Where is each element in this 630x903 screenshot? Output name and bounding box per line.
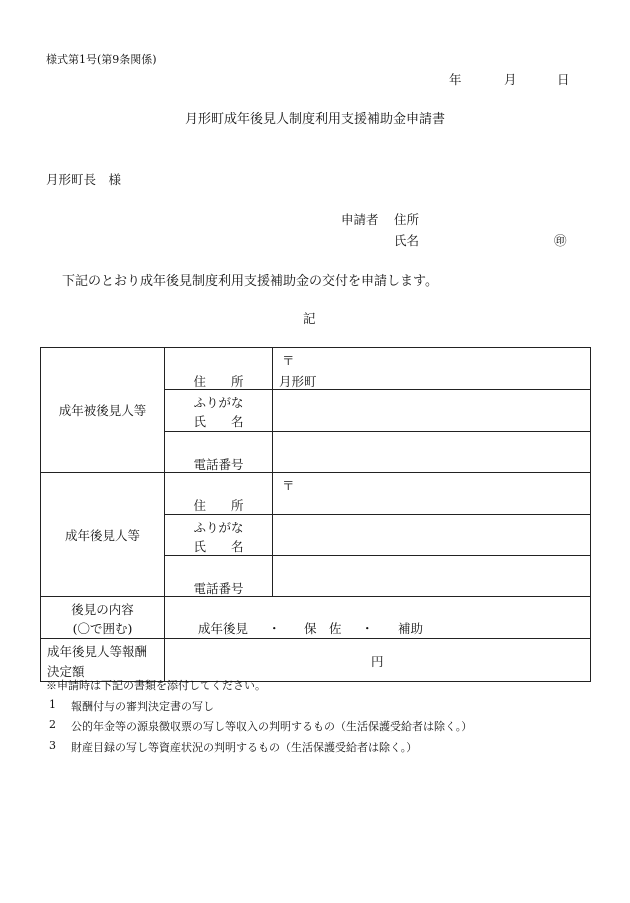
option-separator: ・ [268, 621, 281, 636]
ward-address-field[interactable] [273, 348, 591, 390]
ward-address-value: 月形町 [279, 374, 317, 389]
ward-address-label: 住 所 [193, 374, 244, 389]
option-hosa[interactable]: 保 佐 [304, 621, 342, 636]
ward-phone-label-cell [165, 432, 273, 473]
guardian-furigana-label: ふりがな [193, 520, 244, 535]
note-number: 2 [49, 718, 56, 731]
intro-text: 下記のとおり成年後見制度利用支援補助金の交付を申請します。 [62, 274, 438, 289]
note-text: 公的年金等の源泉徴収票の写し等収入の判明するもの（生活保護受給者は除く。） [71, 720, 473, 733]
seal-mark: ㊞ [554, 233, 567, 248]
guardian-name-label-cell [165, 515, 273, 556]
guardian-name-label: 氏 名 [193, 539, 244, 554]
ward-phone-field[interactable] [273, 432, 591, 473]
content-label-line2: (〇で囲む) [72, 621, 133, 636]
addressee: 月形町長 様 [46, 172, 122, 187]
fee-label-line2: 決定額 [47, 664, 85, 679]
date-year-label: 年 [449, 72, 462, 87]
note-text: 財産目録の写し等資産状況の判明するもの（生活保護受給者は除く。） [71, 741, 418, 754]
guardian-postal-mark: 〒 [282, 478, 295, 493]
fee-label-line1: 成年後見人等報酬 [47, 644, 148, 659]
ward-phone-label: 電話番号 [193, 457, 244, 472]
guardian-address-label: 住 所 [193, 498, 244, 513]
form-number: 様式第1号(第9条関係) [46, 53, 157, 66]
guardian-phone-label-cell [165, 556, 273, 597]
applicant-label: 申請者 [341, 212, 379, 227]
document-title: 月形町成年後見人制度利用支援補助金申請書 [184, 112, 445, 127]
ward-group-label: 成年被後見人等 [58, 403, 147, 418]
note-text: 報酬付与の審判決定書の写し [71, 700, 214, 713]
option-hojo[interactable]: 補助 [398, 621, 424, 636]
option-seinen-kouken[interactable]: 成年後見 [198, 621, 249, 636]
ward-name-field[interactable] [273, 390, 591, 432]
application-table [40, 347, 591, 682]
guardian-address-label-cell [165, 473, 273, 515]
applicant-address-label: 住所 [394, 212, 420, 227]
guardian-address-field[interactable] [273, 473, 591, 515]
date-month-label: 月 [504, 72, 517, 87]
notes-header: ※申請時は下記の書類を添付してください。 [46, 679, 266, 692]
guardian-phone-label: 電話番号 [193, 581, 244, 596]
guardian-group-cell [41, 473, 165, 597]
applicant-name-label: 氏名 [394, 233, 420, 248]
guardian-group-label: 成年後見人等 [64, 527, 140, 543]
guardian-phone-field[interactable] [273, 556, 591, 597]
ward-address-label-cell [165, 348, 273, 390]
fee-unit-label: 円 [371, 654, 384, 669]
date-day-label: 日 [557, 72, 570, 87]
fee-label-cell [41, 639, 165, 682]
fee-amount-field[interactable] [165, 639, 591, 682]
ward-postal-mark: 〒 [282, 353, 295, 368]
content-label-line1: 後見の内容 [71, 602, 134, 617]
ward-name-label: 氏 名 [193, 414, 244, 429]
option-separator: ・ [361, 621, 374, 636]
content-label-cell [41, 597, 165, 639]
note-number: 1 [49, 698, 56, 711]
note-number: 3 [49, 739, 56, 752]
ki-heading: 記 [303, 311, 316, 326]
ward-name-label-cell [165, 390, 273, 432]
ward-furigana-label: ふりがな [193, 395, 244, 410]
content-options-cell [165, 597, 591, 639]
guardian-name-field[interactable] [273, 515, 591, 556]
ward-group-cell [41, 348, 165, 473]
